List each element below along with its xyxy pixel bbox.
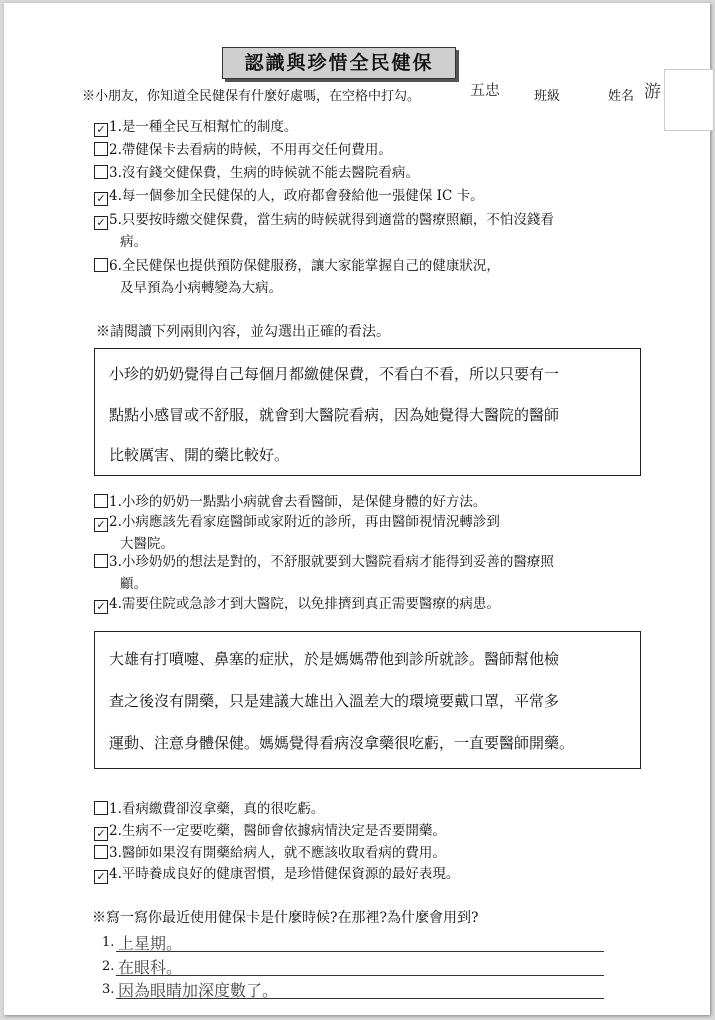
item-number: 3. [109,554,122,570]
answer-number: 2. [102,959,115,974]
item-text: 帶健保卡去看病的時候，不用再交任何費用。 [121,142,392,158]
checklist-item [94,863,459,885]
checklist-item [94,139,392,161]
story1-line: 小珍的奶奶覺得自己每個月都繳健保費，不看白不看，所以只要有一 [109,365,560,383]
item-text: 生病不一定要吃藥，醫師會依據病情決定是否要開藥。 [121,823,446,839]
item-text-continued: 大醫院。 [120,536,174,552]
item-number: 1. [109,119,122,135]
checkbox[interactable]: ✓ [94,600,108,614]
name-label: 姓名 [608,89,635,104]
item-text: 看病繳費卻沒拿藥，真的很吃虧。 [121,801,325,817]
checklist-item [94,511,500,555]
checklist-item [94,593,500,615]
story1-box [94,348,641,476]
checklist-item [94,798,324,820]
story2-line: 查之後沒有開藥，只是建議大雄出入溫差大的環境要戴口罩，平常多 [109,692,560,710]
item-number: 4. [109,596,122,612]
item-text: 平時養成良好的健康習慣，是珍惜健保資源的最好表現。 [121,866,460,882]
item-number: 3. [109,845,122,861]
checkbox[interactable] [94,142,108,156]
item-text: 醫師如果沒有開藥給病人，就不應該收取看病的費用。 [121,845,446,861]
worksheet-page [4,3,710,1015]
item-text: 需要住院或急診才到大醫院，以免排擠到真正需要醫療的病患。 [121,596,500,612]
checkbox[interactable]: ✓ [94,827,108,841]
name-handwritten: 游 [644,82,661,102]
checkbox[interactable]: ✓ [94,870,108,884]
item-text-continued: 及早預為小病轉變為大病。 [120,280,282,296]
answer-number: 3. [102,982,115,997]
checklist-item [94,162,419,184]
checklist-item [94,185,484,207]
item-text-continued: 病。 [120,234,147,250]
name-cover-patch [664,69,714,131]
checkbox[interactable]: ✓ [94,123,108,137]
instruction-text: ※小朋友，你知道全民健保有什麼好處嗎，在空格中打勾。 [82,89,421,104]
item-text: 小珍奶奶的想法是對的，不舒服就要到大醫院看病才能得到妥善的醫療照 [121,554,554,570]
checkbox[interactable] [94,258,108,272]
checkbox[interactable]: ✓ [94,518,108,532]
item-number: 2. [109,823,122,839]
checklist-item [94,820,446,842]
item-text: 全民健保也提供預防保健服務，讓大家能掌握自己的健康狀況， [121,258,500,274]
answer-line [116,975,604,976]
checklist-item [94,551,554,595]
checklist-item [94,842,446,864]
checkbox[interactable] [94,801,108,815]
checkbox[interactable] [94,554,108,568]
item-text: 沒有錢交健保費，生病的時候就不能去醫院看病。 [121,165,419,181]
item-number: 5. [109,212,122,228]
answer-handwritten[interactable]: 因為眼睛加深度數了。 [118,981,279,1000]
checklist-item [94,255,500,299]
item-number: 4. [109,188,122,204]
answer-handwritten[interactable]: 在眼科。 [118,958,183,977]
answer-line [116,951,604,952]
item-text-continued: 顧。 [120,576,147,592]
item-text: 每一個參加全民健保的人，政府都會發給他一張健保 IC 卡。 [121,188,484,204]
item-number: 1. [109,801,122,817]
final-question: ※寫一寫你最近使用健保卡是什麼時候?在那裡?為什麼會用到? [92,910,479,926]
class-label: 班級 [534,89,561,104]
checkbox[interactable] [94,494,108,508]
story1-line: 點點小感冒或不舒服，就會到大醫院看病，因為她覺得大醫院的醫師 [109,406,560,424]
story2-line: 運動、注意身體保健。媽媽覺得看病沒拿藥很吃虧，一直要醫師開藥。 [109,734,575,752]
item-text: 只要按時繳交健保費，當生病的時候就得到適當的醫療照顧，不怕沒錢看 [121,212,554,228]
story2-line: 大雄有打噴嚏、鼻塞的症狀，於是媽媽帶他到診所就診。醫師幫他檢 [109,650,560,668]
answer-handwritten[interactable]: 上星期。 [118,934,183,953]
checklist-item [94,116,297,138]
story1-line: 比較厲害、開的藥比較好。 [109,446,290,464]
item-number: 1. [109,494,122,510]
checklist-item [94,209,554,253]
item-text: 是一種全民互相幫忙的制度。 [121,119,298,135]
answer-number: 1. [102,935,115,950]
checkbox[interactable]: ✓ [94,192,108,206]
item-text: 小病應該先看家庭醫師或家附近的診所，再由醫師視情況轉診到 [121,514,500,530]
item-number: 2. [109,142,122,158]
item-number: 6. [109,258,122,274]
checkbox[interactable] [94,845,108,859]
item-number: 4. [109,866,122,882]
checkbox[interactable] [94,165,108,179]
page-title: 認識與珍惜全民健保 [222,47,456,79]
item-number: 3. [109,165,122,181]
checklist-item [94,491,486,513]
story2-box [94,631,641,769]
item-number: 2. [109,514,122,530]
class-handwritten: 五忠 [470,81,501,99]
section2-instruction: ※請閱讀下列兩則內容，並勾選出正確的看法。 [96,324,390,340]
checkbox[interactable]: ✓ [94,216,108,230]
item-text: 小珍的奶奶一點點小病就會去看醫師，是保健身體的好方法。 [121,494,487,510]
